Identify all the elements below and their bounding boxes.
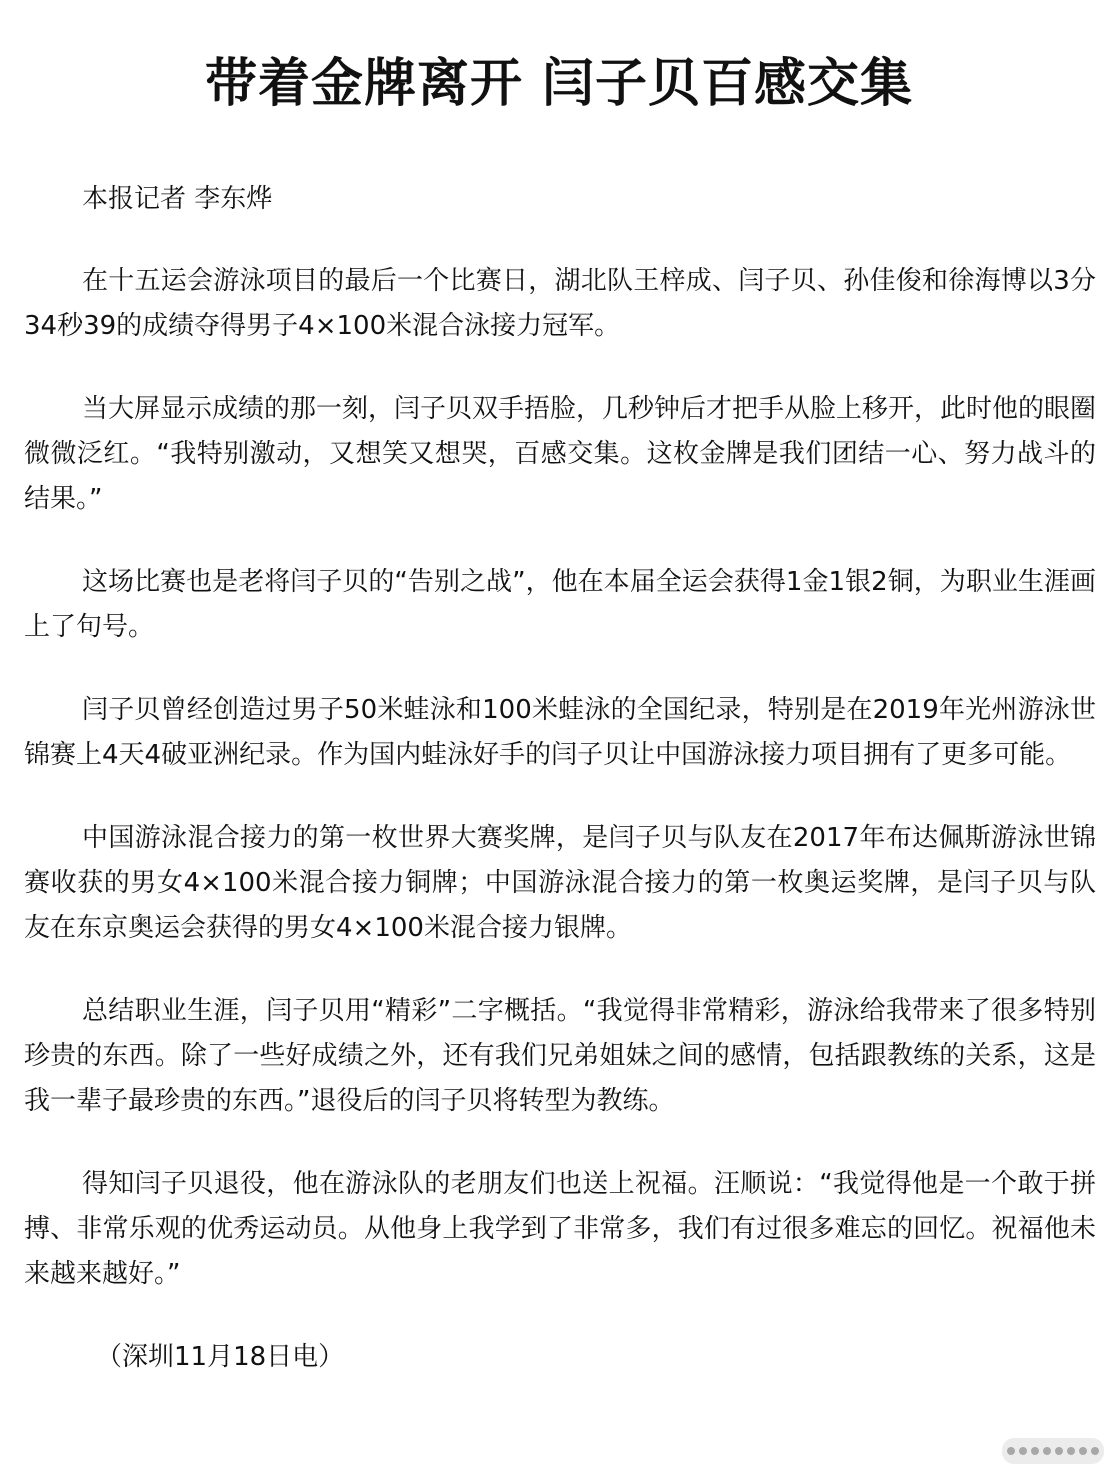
article-paragraph-2: 当大屏显示成绩的那一刻，闫子贝双手捂脸，几秒钟后才把手从脸上移开，此时他的眼圈微微泛红。“我特别激动，又想笑又想哭，百感交集。这枚金牌是我们团结一心、努力战斗的结果。” (24, 394, 1097, 514)
image-viewer-watermark (1002, 1438, 1104, 1464)
watermark-dot (1091, 1447, 1099, 1455)
watermark-dot (1067, 1447, 1075, 1455)
article-paragraph-3: 这场比赛也是老将闫子贝的“告别之战”，他在本届全运会获得1金1银2铜，为职业生涯画上了句号。 (24, 567, 1096, 642)
watermark-dot (1007, 1447, 1015, 1455)
watermark-dot (1019, 1447, 1027, 1455)
article-paragraph-5: 中国游泳混合接力的第一枚世界大赛奖牌，是闫子贝与队友在2017年布达佩斯游泳世锦赛收获的男女4×100米混合接力铜牌；中国游泳混合接力的第一枚奥运奖牌，是闫子贝与队友在东京奥运会获得的男女4×100米混合接力银牌。 (24, 823, 1096, 943)
watermark-dot (1055, 1447, 1063, 1455)
watermark-dot (1079, 1447, 1087, 1455)
article-paragraph-7: 得知闫子贝退役，他在游泳队的老朋友们也送上祝福。汪顺说：“我觉得他是一个敢于拼搏、非常乐观的优秀运动员。从他身上我学到了非常多，我们有过很多难忘的回忆。祝福他未来越来越好。” (24, 1169, 1096, 1289)
watermark-dot (1043, 1447, 1051, 1455)
article-byline: 本报记者 李东烨 (82, 184, 273, 214)
article-dateline: （深圳11月18日电） (96, 1342, 345, 1372)
article-paragraph-1: 在十五运会游泳项目的最后一个比赛日，湖北队王梓成、闫子贝、孙佳俊和徐海博以3分34秒39的成绩夺得男子4×100米混合泳接力冠军。 (24, 266, 1096, 341)
watermark-dot (1031, 1447, 1039, 1455)
article-title: 带着金牌离开 闫子贝百感交集 (204, 54, 914, 114)
article-paragraph-4: 闫子贝曾经创造过男子50米蛙泳和100米蛙泳的全国纪录，特别是在2019年光州游泳世锦赛上4天4破亚洲纪录。作为国内蛙泳好手的闫子贝让中国游泳接力项目拥有了更多可能。 (24, 695, 1096, 770)
article-paragraph-6: 总结职业生涯，闫子贝用“精彩”二字概括。“我觉得非常精彩，游泳给我带来了很多特别珍贵的东西。除了一些好成绩之外，还有我们兄弟姐妹之间的感情，包括跟教练的关系，这是我一辈子最珍贵的东西。”退役后的闫子贝将转型为教练。 (24, 996, 1096, 1116)
article-body (24, 177, 1096, 1380)
